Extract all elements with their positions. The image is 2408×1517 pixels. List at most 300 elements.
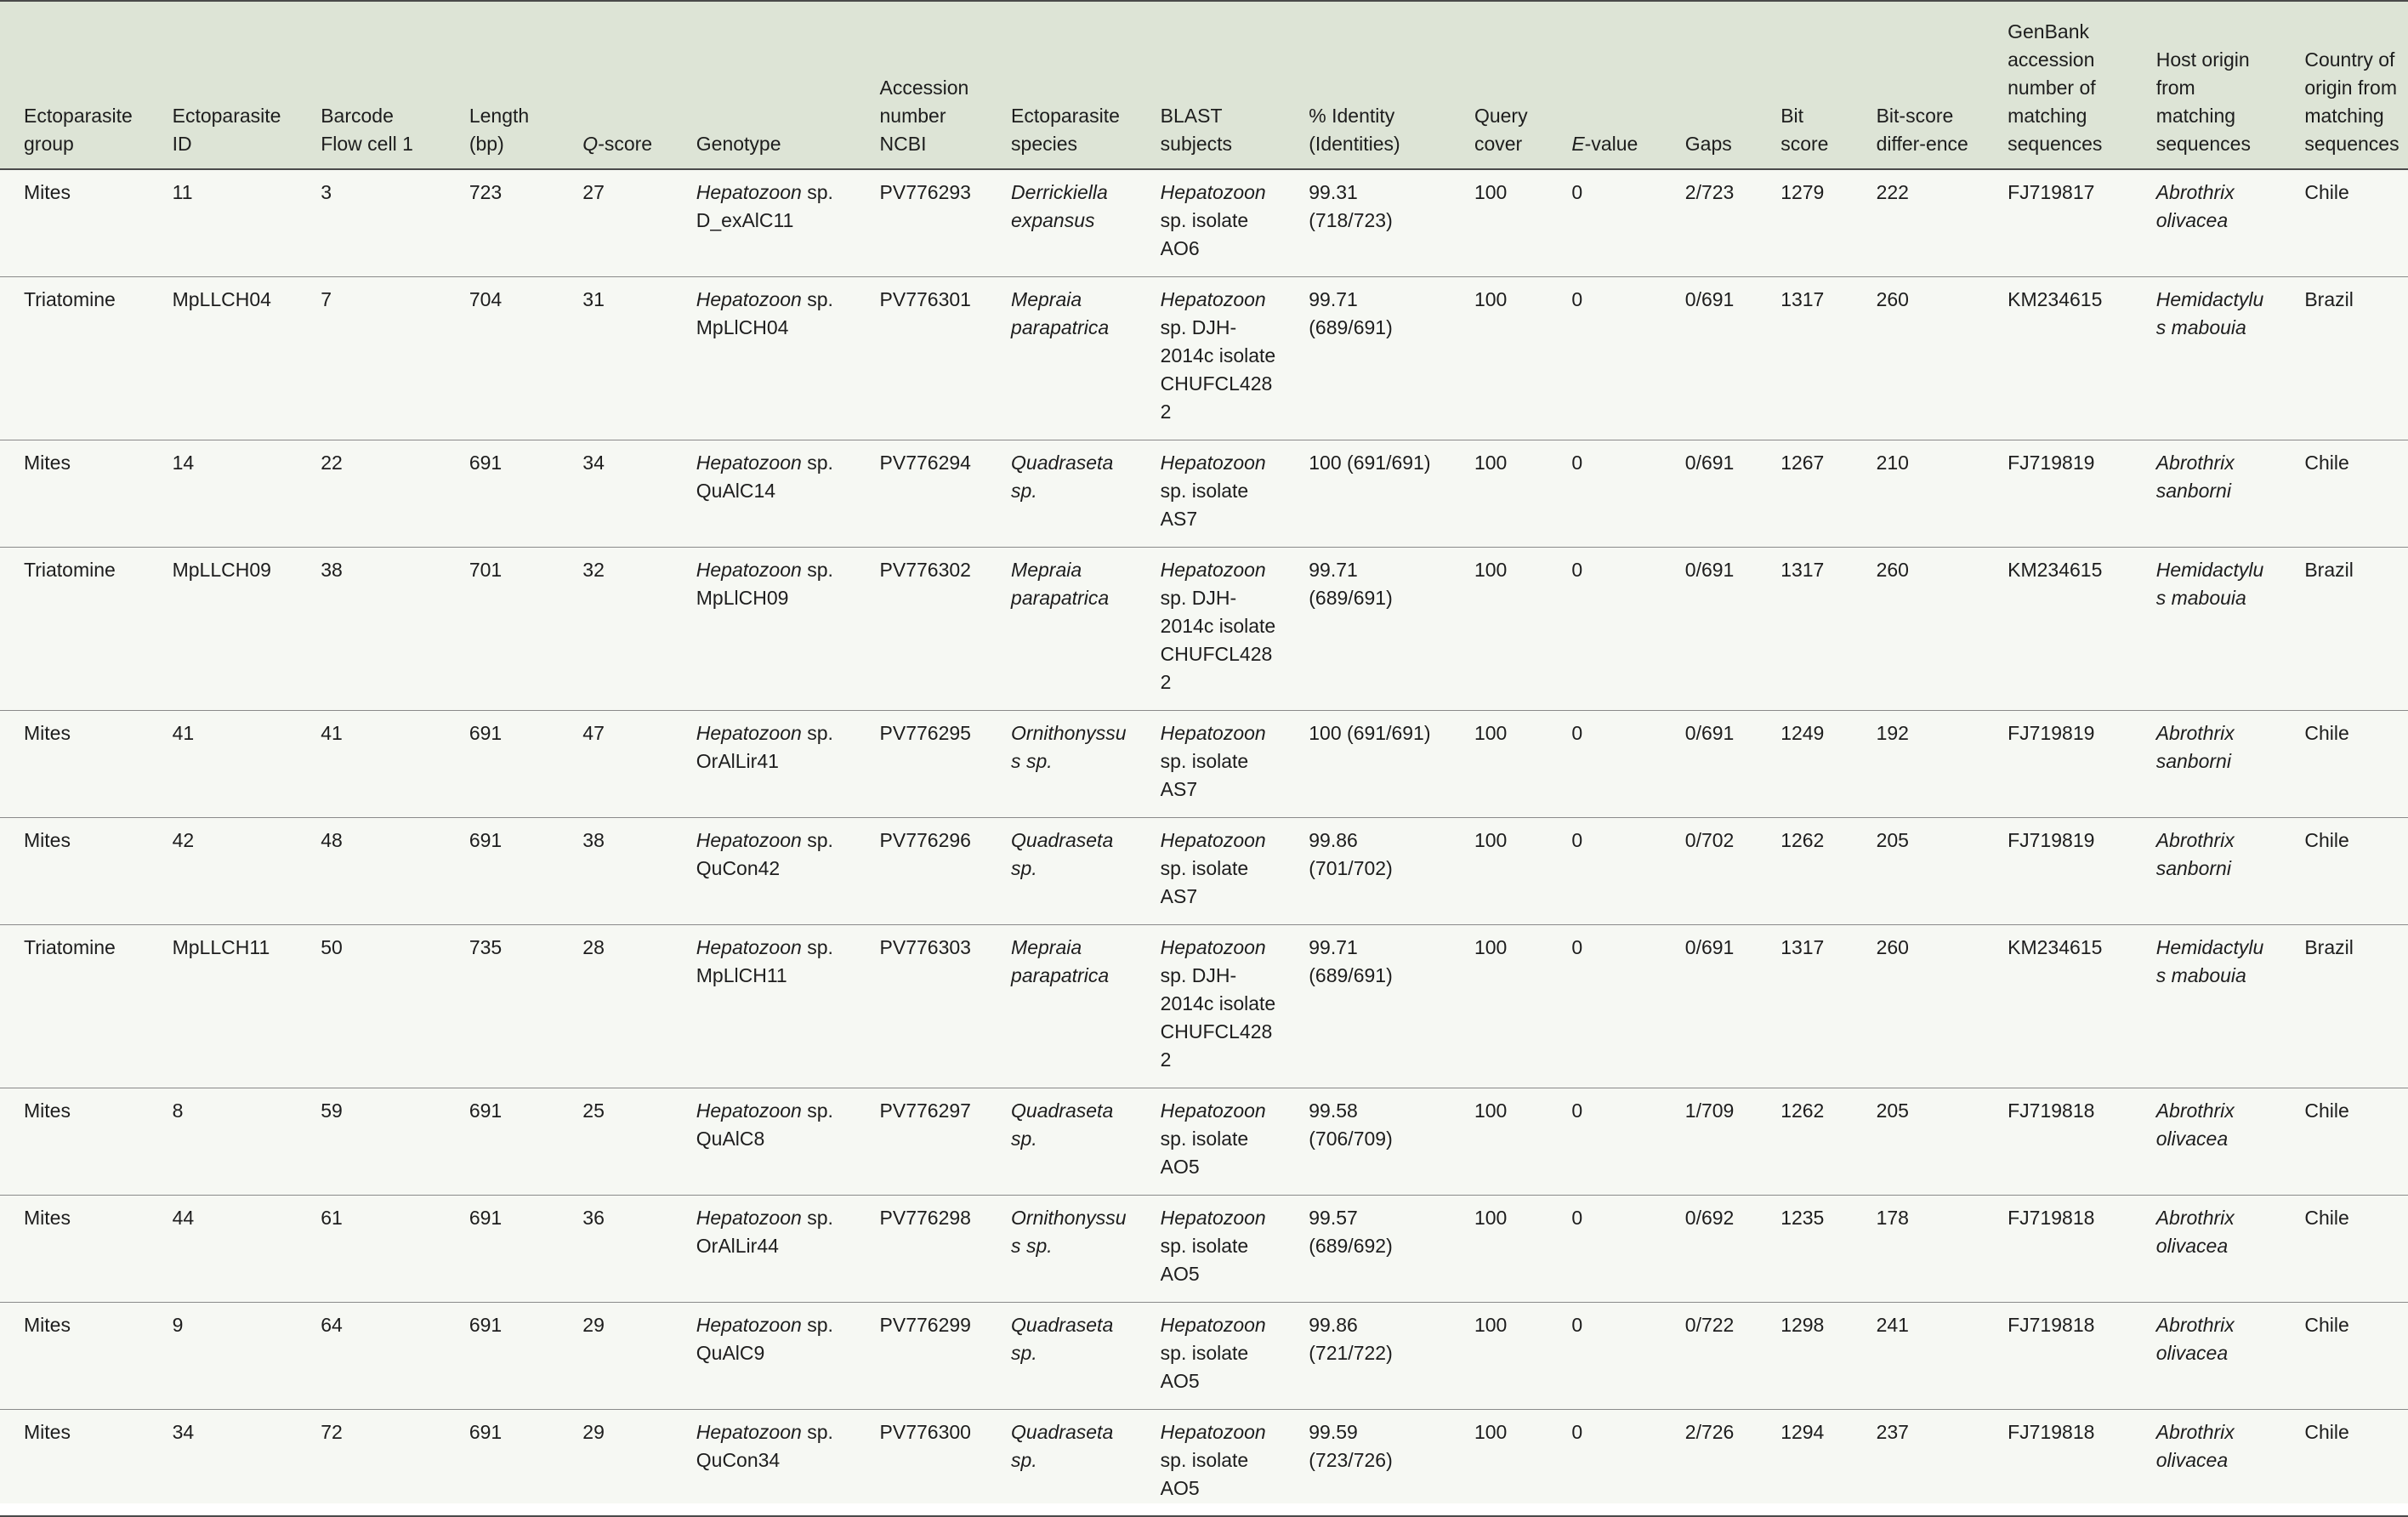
q-score-cell — [559, 1088, 672, 1196]
genotype-cell — [673, 277, 856, 440]
gaps: 2/726 — [1684, 1421, 1735, 1443]
ectoparasite-species-part: Ornithonyssus — [1011, 722, 1127, 772]
length-cell — [446, 711, 559, 818]
query-cover: 100 — [1474, 181, 1508, 203]
genbank-accession: KM234615 — [2008, 288, 2103, 310]
ectoparasite-id-cell — [149, 277, 298, 440]
column-header-text: GenBank accession number of matching sequences — [2008, 20, 2103, 155]
barcode-cell — [297, 548, 446, 711]
query-cover-cell — [1451, 711, 1548, 818]
accession-number-cell — [856, 818, 988, 925]
column-header — [856, 1, 988, 169]
genbank-accession-cell — [1984, 1196, 2133, 1303]
genotype-part: Hepatozoon — [696, 1207, 802, 1229]
bit-score-difference-cell — [1853, 1196, 1985, 1303]
genotype-cell — [673, 169, 856, 277]
country-of-origin-cell — [2280, 1303, 2408, 1410]
bit-score-difference: 260 — [1876, 559, 1909, 581]
ectoparasite-group-cell — [0, 169, 149, 277]
genbank-accession-cell — [1984, 818, 2133, 925]
blast-subject-part: Hepatozoon — [1160, 829, 1266, 851]
ectoparasite-id: MpLLCH09 — [172, 559, 271, 581]
column-header — [1451, 1, 1548, 169]
ectoparasite-group: Triatomine — [24, 288, 116, 310]
genotype-cell — [673, 711, 856, 818]
gaps-cell — [1661, 711, 1757, 818]
genotype-part: Hepatozoon — [696, 1421, 802, 1443]
percent-identity-cell — [1285, 818, 1451, 925]
table-row — [0, 169, 2408, 277]
column-header-suffix: -value — [1584, 133, 1638, 155]
country-of-origin: Chile — [2304, 181, 2349, 203]
genotype-cell — [673, 1088, 856, 1196]
genotype-cell — [673, 440, 856, 548]
q-score: 36 — [582, 1207, 605, 1229]
column-header-text: Ectoparasite group — [24, 105, 133, 155]
q-score: 47 — [582, 722, 605, 744]
country-of-origin: Chile — [2304, 722, 2349, 744]
ectoparasite-group: Mites — [24, 1314, 71, 1336]
blast-subject-cell — [1137, 277, 1286, 440]
ectoparasite-id: MpLLCH04 — [172, 288, 271, 310]
query-cover: 100 — [1474, 1421, 1508, 1443]
e-value-cell — [1548, 818, 1661, 925]
ectoparasite-species-cell — [987, 548, 1137, 711]
table-row — [0, 818, 2408, 925]
blast-subject-part: sp. isolate AO5 — [1160, 1342, 1249, 1392]
blast-subject-cell — [1137, 1088, 1286, 1196]
percent-identity-cell — [1285, 277, 1451, 440]
genotype-part: sp. QuCon42 — [696, 829, 833, 879]
q-score: 32 — [582, 559, 605, 581]
ectoparasite-id: 44 — [172, 1207, 195, 1229]
accession-number-cell — [856, 1303, 988, 1410]
barcode: 72 — [321, 1421, 343, 1443]
barcode-cell — [297, 711, 446, 818]
table-row — [0, 440, 2408, 548]
column-header-italic: E — [1571, 133, 1585, 155]
barcode-cell — [297, 925, 446, 1088]
genotype-part: sp. QuCon34 — [696, 1421, 833, 1471]
q-score: 29 — [582, 1421, 605, 1443]
bit-score-difference: 178 — [1876, 1207, 1909, 1229]
ectoparasite-species-part: Mepraia — [1011, 559, 1082, 581]
query-cover: 100 — [1474, 559, 1508, 581]
length-cell — [446, 1088, 559, 1196]
query-cover-cell — [1451, 277, 1548, 440]
blast-subject-cell — [1137, 818, 1286, 925]
genbank-accession-cell — [1984, 548, 2133, 711]
ectoparasite-group-cell — [0, 440, 149, 548]
query-cover-cell — [1451, 1196, 1548, 1303]
table-row — [0, 1088, 2408, 1196]
e-value-cell — [1548, 925, 1661, 1088]
column-header-text: Ectoparasite ID — [172, 105, 281, 155]
host-origin-cell — [2133, 925, 2281, 1088]
country-of-origin-cell — [2280, 711, 2408, 818]
bit-score: 1317 — [1780, 288, 1825, 310]
genbank-accession: KM234615 — [2008, 936, 2103, 958]
bit-score-difference-cell — [1853, 440, 1985, 548]
length-cell — [446, 277, 559, 440]
bit-score-difference-cell — [1853, 1088, 1985, 1196]
length-cell — [446, 1303, 559, 1410]
e-value: 0 — [1571, 829, 1583, 851]
country-of-origin-cell — [2280, 1196, 2408, 1303]
ectoparasite-group-cell — [0, 277, 149, 440]
length: 723 — [469, 181, 503, 203]
query-cover: 100 — [1474, 1207, 1508, 1229]
bit-score-difference-cell — [1853, 925, 1985, 1088]
ectoparasite-id-cell — [149, 1303, 298, 1410]
country-of-origin-cell — [2280, 277, 2408, 440]
barcode-cell — [297, 169, 446, 277]
barcode: 41 — [321, 722, 343, 744]
ectoparasite-species-part: sp. — [1011, 857, 1037, 879]
country-of-origin: Brazil — [2304, 559, 2354, 581]
ectoparasite-species-part: Quadraseta — [1011, 1421, 1114, 1443]
host-origin-part: Hemidactylus mabouia — [2155, 288, 2264, 338]
ectoparasite-species-part: Quadraseta — [1011, 829, 1114, 851]
genotype-part: Hepatozoon — [696, 1099, 802, 1122]
ectoparasite-id: 14 — [172, 452, 195, 474]
e-value-cell — [1548, 1410, 1661, 1517]
country-of-origin: Chile — [2304, 452, 2349, 474]
percent-identity: 99.57 (689/692) — [1309, 1207, 1393, 1257]
genotype-cell — [673, 818, 856, 925]
genotype-part: Hepatozoon — [696, 181, 802, 203]
gaps-cell — [1661, 440, 1757, 548]
table-row — [0, 1410, 2408, 1517]
accession-number: PV776301 — [879, 288, 971, 310]
genbank-accession: FJ719819 — [2008, 452, 2095, 474]
bit-score-difference-cell — [1853, 169, 1985, 277]
accession-number: PV776293 — [879, 181, 971, 203]
genbank-accession: FJ719817 — [2008, 181, 2095, 203]
gaps: 0/691 — [1684, 722, 1735, 744]
column-header — [1548, 1, 1661, 169]
country-of-origin-cell — [2280, 925, 2408, 1088]
host-origin-part: Hemidactylus mabouia — [2155, 559, 2264, 609]
accession-number: PV776296 — [879, 829, 971, 851]
blast-subject-part: Hepatozoon — [1160, 1314, 1266, 1336]
gaps-cell — [1661, 1410, 1757, 1517]
column-header-text: Query cover — [1474, 105, 1528, 155]
blast-subject-part: Hepatozoon — [1160, 1207, 1266, 1229]
accession-number-cell — [856, 277, 988, 440]
gaps: 0/691 — [1684, 288, 1735, 310]
length: 735 — [469, 936, 503, 958]
blast-subject-part: sp. isolate AO5 — [1160, 1235, 1249, 1285]
gaps: 2/723 — [1684, 181, 1735, 203]
length-cell — [446, 440, 559, 548]
ectoparasite-id: 42 — [172, 829, 195, 851]
host-origin-part: Abrothrix olivacea — [2155, 1314, 2235, 1364]
q-score: 31 — [582, 288, 605, 310]
bit-score-difference: 210 — [1876, 452, 1909, 474]
bit-score-cell — [1757, 1303, 1852, 1410]
percent-identity-cell — [1285, 1410, 1451, 1517]
blast-subject-cell — [1137, 440, 1286, 548]
ectoparasite-group: Mites — [24, 722, 71, 744]
host-origin-cell — [2133, 548, 2281, 711]
bit-score: 1267 — [1780, 452, 1825, 474]
genotype-part: sp. MpLlCH04 — [696, 288, 833, 338]
gaps-cell — [1661, 925, 1757, 1088]
blast-subject-part: Hepatozoon — [1160, 1099, 1266, 1122]
ectoparasite-species-cell — [987, 1410, 1137, 1517]
query-cover-cell — [1451, 1410, 1548, 1517]
bit-score-difference-cell — [1853, 548, 1985, 711]
genbank-accession: FJ719818 — [2008, 1207, 2095, 1229]
genotype-part: sp. D_exAlC11 — [696, 181, 833, 231]
bit-score-cell — [1757, 818, 1852, 925]
accession-number-cell — [856, 711, 988, 818]
ectoparasite-id-cell — [149, 440, 298, 548]
barcode-cell — [297, 1303, 446, 1410]
column-header-text: Length (bp) — [469, 105, 530, 155]
bit-score-cell — [1757, 925, 1852, 1088]
host-origin-cell — [2133, 711, 2281, 818]
bit-score-cell — [1757, 548, 1852, 711]
ectoparasite-species-cell — [987, 925, 1137, 1088]
percent-identity: 100 (691/691) — [1309, 452, 1431, 474]
length-cell — [446, 1196, 559, 1303]
ectoparasite-group: Triatomine — [24, 559, 116, 581]
ectoparasite-species-part: sp. — [1011, 1449, 1037, 1471]
gaps: 0/702 — [1684, 829, 1735, 851]
barcode: 59 — [321, 1099, 343, 1122]
accession-number: PV776303 — [879, 936, 971, 958]
e-value: 0 — [1571, 1207, 1583, 1229]
q-score: 38 — [582, 829, 605, 851]
table-row — [0, 925, 2408, 1088]
gaps-cell — [1661, 169, 1757, 277]
ectoparasite-id-cell — [149, 1410, 298, 1517]
ectoparasite-group-cell — [0, 711, 149, 818]
percent-identity: 99.58 (706/709) — [1309, 1099, 1393, 1150]
ectoparasite-group: Mites — [24, 1207, 71, 1229]
barcode-cell — [297, 1088, 446, 1196]
genotype-part: sp. OrAlLir44 — [696, 1207, 833, 1257]
length: 691 — [469, 1207, 503, 1229]
bit-score-cell — [1757, 277, 1852, 440]
query-cover-cell — [1451, 440, 1548, 548]
bit-score-difference: 241 — [1876, 1314, 1909, 1336]
genotype-part: sp. QuAlC14 — [696, 452, 833, 502]
ectoparasite-species-part: parapatrica — [1011, 316, 1110, 338]
bit-score: 1317 — [1780, 559, 1825, 581]
genbank-accession-cell — [1984, 1410, 2133, 1517]
q-score-cell — [559, 440, 672, 548]
genbank-accession-cell — [1984, 1088, 2133, 1196]
ectoparasite-species-cell — [987, 277, 1137, 440]
bit-score-cell — [1757, 1410, 1852, 1517]
bit-score-cell — [1757, 440, 1852, 548]
gaps: 0/691 — [1684, 559, 1735, 581]
bit-score: 1317 — [1780, 936, 1825, 958]
ectoparasite-group: Triatomine — [24, 936, 116, 958]
ectoparasite-species-cell — [987, 1196, 1137, 1303]
query-cover-cell — [1451, 1088, 1548, 1196]
country-of-origin-cell — [2280, 818, 2408, 925]
accession-number: PV776302 — [879, 559, 971, 581]
host-origin-cell — [2133, 1303, 2281, 1410]
barcode: 7 — [321, 288, 332, 310]
ectoparasite-species-cell — [987, 169, 1137, 277]
bit-score-difference: 260 — [1876, 936, 1909, 958]
blast-subject-part: sp. DJH-2014c isolate CHUFCL4282 — [1160, 587, 1276, 693]
gaps: 0/691 — [1684, 452, 1735, 474]
q-score: 28 — [582, 936, 605, 958]
genbank-accession-cell — [1984, 277, 2133, 440]
bit-score-difference: 222 — [1876, 181, 1909, 203]
genbank-accession: FJ719818 — [2008, 1314, 2095, 1336]
percent-identity: 100 (691/691) — [1309, 722, 1431, 744]
e-value-cell — [1548, 711, 1661, 818]
ectoparasite-species-part: Ornithonyssus — [1011, 1207, 1127, 1257]
gaps-cell — [1661, 1196, 1757, 1303]
blast-subject-cell — [1137, 1196, 1286, 1303]
ectoparasite-species-part: sp. — [1011, 1342, 1037, 1364]
blast-subject-part: Hepatozoon — [1160, 452, 1266, 474]
genbank-accession-cell — [1984, 711, 2133, 818]
blast-subject-part: sp. DJH-2014c isolate CHUFCL4282 — [1160, 964, 1276, 1071]
gaps: 0/722 — [1684, 1314, 1735, 1336]
q-score-cell — [559, 277, 672, 440]
blast-subject-cell — [1137, 711, 1286, 818]
column-header-text: Genotype — [696, 133, 781, 155]
host-origin-cell — [2133, 277, 2281, 440]
length: 691 — [469, 1421, 503, 1443]
e-value: 0 — [1571, 181, 1583, 203]
bit-score: 1294 — [1780, 1421, 1825, 1443]
e-value-cell — [1548, 1196, 1661, 1303]
q-score: 29 — [582, 1314, 605, 1336]
genotype-cell — [673, 548, 856, 711]
ectoparasite-species-part: Mepraia — [1011, 936, 1082, 958]
accession-number-cell — [856, 440, 988, 548]
percent-identity: 99.71 (689/691) — [1309, 559, 1393, 609]
host-origin-cell — [2133, 1088, 2281, 1196]
gaps-cell — [1661, 818, 1757, 925]
bit-score-difference: 237 — [1876, 1421, 1909, 1443]
genotype-part: sp. QuAlC8 — [696, 1099, 833, 1150]
column-header — [559, 1, 672, 169]
genotype-part: Hepatozoon — [696, 936, 802, 958]
q-score-cell — [559, 1303, 672, 1410]
query-cover-cell — [1451, 818, 1548, 925]
bit-score: 1279 — [1780, 181, 1825, 203]
ectoparasite-group: Mites — [24, 452, 71, 474]
column-header — [149, 1, 298, 169]
barcode: 64 — [321, 1314, 343, 1336]
column-header-text: Barcode Flow cell 1 — [321, 105, 413, 155]
blast-subject-cell — [1137, 169, 1286, 277]
barcode: 3 — [321, 181, 332, 203]
e-value: 0 — [1571, 1421, 1583, 1443]
blast-subject-cell — [1137, 548, 1286, 711]
q-score-cell — [559, 711, 672, 818]
genbank-accession: FJ719819 — [2008, 722, 2095, 744]
bit-score-difference: 205 — [1876, 1099, 1909, 1122]
accession-number: PV776297 — [879, 1099, 971, 1122]
bit-score-difference: 192 — [1876, 722, 1909, 744]
e-value-cell — [1548, 1303, 1661, 1410]
ectoparasite-group: Mites — [24, 1421, 71, 1443]
table-header-row — [0, 1, 2408, 169]
genotype-part: sp. QuAlC9 — [696, 1314, 833, 1364]
bit-score-difference: 260 — [1876, 288, 1909, 310]
query-cover: 100 — [1474, 1099, 1508, 1122]
genbank-accession: FJ719818 — [2008, 1421, 2095, 1443]
column-header — [987, 1, 1137, 169]
accession-number-cell — [856, 1410, 988, 1517]
genbank-accession-cell — [1984, 440, 2133, 548]
percent-identity-cell — [1285, 1196, 1451, 1303]
genotype-part: Hepatozoon — [696, 288, 802, 310]
country-of-origin: Brazil — [2304, 936, 2354, 958]
ectoparasite-group-cell — [0, 1303, 149, 1410]
q-score-cell — [559, 818, 672, 925]
gaps-cell — [1661, 1303, 1757, 1410]
host-origin-part: Abrothrix sanborni — [2155, 829, 2235, 879]
column-header — [1285, 1, 1451, 169]
genbank-accession: FJ719819 — [2008, 829, 2095, 851]
length: 691 — [469, 722, 503, 744]
host-origin-part: Abrothrix sanborni — [2155, 452, 2235, 502]
query-cover-cell — [1451, 169, 1548, 277]
table-row — [0, 1303, 2408, 1410]
accession-number: PV776299 — [879, 1314, 971, 1336]
column-header — [1757, 1, 1852, 169]
host-origin-part: Hemidactylus mabouia — [2155, 936, 2264, 986]
country-of-origin: Chile — [2304, 1314, 2349, 1336]
country-of-origin: Chile — [2304, 1421, 2349, 1443]
bit-score-difference-cell — [1853, 277, 1985, 440]
e-value: 0 — [1571, 936, 1583, 958]
gaps: 1/709 — [1684, 1099, 1735, 1122]
barcode: 50 — [321, 936, 343, 958]
query-cover-cell — [1451, 1303, 1548, 1410]
barcode-cell — [297, 277, 446, 440]
country-of-origin-cell — [2280, 169, 2408, 277]
column-header-text: Accession number NCBI — [879, 77, 969, 155]
column-header-text: Bit score — [1780, 105, 1829, 155]
barcode-cell — [297, 440, 446, 548]
ectoparasite-group-cell — [0, 925, 149, 1088]
percent-identity: 99.59 (723/726) — [1309, 1421, 1393, 1471]
ectoparasite-species-part: sp. — [1011, 1128, 1037, 1150]
ectoparasite-species-part: sp. — [1011, 480, 1037, 502]
ectoparasite-group-cell — [0, 818, 149, 925]
ectoparasite-species-cell — [987, 440, 1137, 548]
e-value-cell — [1548, 169, 1661, 277]
ectoparasite-species-part: Derrickiella — [1011, 181, 1108, 203]
column-header — [673, 1, 856, 169]
blast-subject-part: sp. isolate AS7 — [1160, 480, 1249, 530]
bit-score-cell — [1757, 1088, 1852, 1196]
table-row — [0, 711, 2408, 818]
barcode-cell — [297, 818, 446, 925]
host-origin-cell — [2133, 440, 2281, 548]
host-origin-part: Abrothrix olivacea — [2155, 181, 2235, 231]
bit-score-difference-cell — [1853, 1303, 1985, 1410]
host-origin-part: Abrothrix olivacea — [2155, 1099, 2235, 1150]
bit-score: 1262 — [1780, 1099, 1825, 1122]
ectoparasite-id: 9 — [172, 1314, 184, 1336]
column-header — [297, 1, 446, 169]
